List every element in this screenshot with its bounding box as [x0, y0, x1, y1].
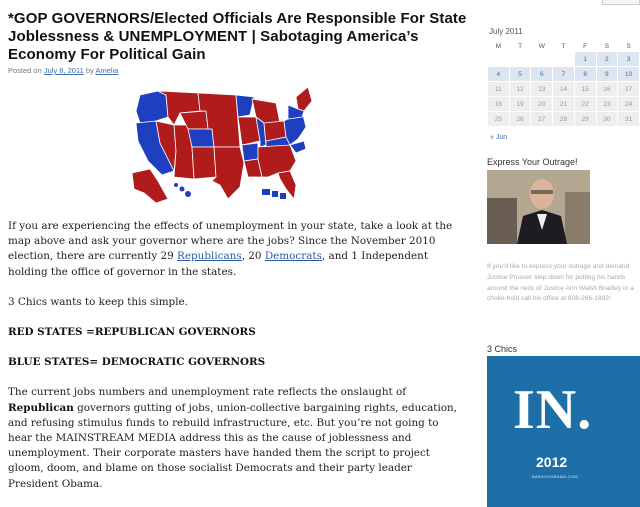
post-title[interactable]: *GOP GOVERNORS/Elected Officials Are Responsible For State Joblessness & UNEMPLOYMENT | Sabotaging America’s Economy For Political Gain: [8, 10, 467, 63]
map-region-colorado: [188, 129, 214, 147]
calendar-day: 20: [531, 97, 552, 111]
map-region-arkansas: [242, 143, 258, 161]
calendar-day-link[interactable]: 1: [575, 52, 596, 66]
us-map-graphic: [128, 81, 313, 206]
outrage-photo[interactable]: [487, 170, 590, 244]
calendar-day-link[interactable]: 4: [488, 67, 509, 81]
map-region-new-mexico: [192, 147, 216, 179]
calendar-day: 17: [618, 82, 639, 96]
map-inset-1: [262, 189, 270, 195]
paragraph-blue-states: BLUE STATES= DEMOCRATIC GOVERNORS: [8, 356, 266, 369]
outrage-widget-title: Express Your Outrage!: [487, 157, 578, 167]
calendar-day: 25: [488, 112, 509, 126]
calendar-weekday: S: [604, 42, 610, 50]
calendar-weekday-row: [488, 41, 639, 51]
republicans-link[interactable]: Republicans: [177, 250, 242, 263]
calendar-days: [488, 52, 639, 126]
photo-speaker-glasses: [531, 190, 553, 194]
calendar-day: 26: [510, 112, 531, 126]
sidebar: [482, 0, 640, 507]
map-region-texas: [212, 147, 244, 199]
post-author-link[interactable]: Amelia: [95, 66, 119, 75]
democrats-link[interactable]: Democrats: [264, 250, 322, 263]
calendar-day: 11: [488, 82, 509, 96]
paragraph-2: 3 Chics wants to keep this simple.: [8, 295, 188, 308]
calendar-day: 24: [618, 97, 639, 111]
map-region-minnesota: [236, 95, 254, 117]
calendar-day: 19: [510, 97, 531, 111]
obama-2012-banner[interactable]: [487, 356, 640, 507]
map-inset-2: [272, 191, 278, 197]
chics-widget-title: 3 Chics: [487, 344, 518, 354]
calendar-day: 15: [575, 82, 596, 96]
calendar-day: 16: [597, 82, 618, 96]
ad-url: BARACKOBAMA.COM: [532, 474, 578, 479]
post-body: [8, 219, 464, 492]
calendar-weekday: M: [495, 42, 502, 50]
map-region-hawaii-1: [174, 183, 178, 187]
photo-left-figure: [487, 198, 517, 244]
paragraph-1: If you are experiencing the effects of unemployment in your state, take a look at the map above and ask your governor where are the jobs? Since the November 2010 election, there are currently 29 Republicans, 20 Democrats, and 1 Independent holding the office of governor in the states.: [8, 220, 453, 278]
paragraph-5: The current jobs numbers and unemployment rate reflects the onslaught of Republican governors gutting of jobs, union-collective bargaining rights, education, and refusing stimulus funds to rebuild infrastructure, etc. But you’re not going to hear the MAINSTREAM MEDIA address this as the cause of joblessness and unemployment. Their corporate masters have handed them the script to project gloom, doom, and blame on those socialist Democrats and their party leader President Obama.: [8, 386, 458, 490]
calendar-empty-cell: [531, 52, 552, 66]
calendar-day: 30: [597, 112, 618, 126]
calendar-empty-cell: [510, 52, 531, 66]
calendar-week: [488, 112, 639, 126]
calendar-prev-month-link[interactable]: « Jun: [490, 134, 508, 141]
calendar-day: 22: [575, 97, 596, 111]
calendar-title: July 2011: [489, 27, 523, 36]
calendar-week: [488, 97, 639, 111]
calendar-weekday: T: [518, 42, 523, 50]
map-region-northwest: [136, 91, 168, 123]
post-meta: [8, 66, 470, 75]
calendar-day-link[interactable]: 7: [553, 67, 574, 81]
calendar-day: 31: [618, 112, 639, 126]
calendar-day-link[interactable]: 10: [618, 67, 639, 81]
calendar-empty-cell: [488, 52, 509, 66]
meta-by: by: [83, 66, 96, 75]
calendar-widget: [487, 40, 640, 127]
calendar-day-link[interactable]: 5: [510, 67, 531, 81]
calendar-day: 23: [597, 97, 618, 111]
post-date-link[interactable]: July 8, 2011: [43, 66, 84, 75]
calendar-day-link[interactable]: 3: [618, 52, 639, 66]
outrage-caption: If you'd like to express your outrage and demand Justice Prosser step down for putting his hands around the neck of Justice Ann Walsh Bradley in a choke-hold call his office at 608-266-1882!: [487, 263, 634, 303]
us-governors-map: [128, 81, 313, 206]
calendar-empty-cell: [553, 52, 574, 66]
justice-photo-image: [487, 170, 590, 244]
calendar-day-link[interactable]: 8: [575, 67, 596, 81]
calendar-weekday: W: [538, 42, 545, 50]
calendar-day-link[interactable]: 9: [597, 67, 618, 81]
map-region-hawaii-2: [180, 187, 185, 192]
ad-year: 2012: [536, 454, 568, 470]
calendar-week: [488, 52, 639, 66]
map-region-hawaii-3: [185, 191, 191, 197]
photo-right-figure: [565, 192, 590, 244]
calendar-week: [488, 82, 639, 96]
calendar-weekday: F: [583, 42, 588, 50]
calendar-day: 13: [531, 82, 552, 96]
calendar-day: 14: [553, 82, 574, 96]
calendar-weekday: S: [626, 42, 631, 50]
map-region-new-england: [296, 87, 312, 111]
calendar-weekday: T: [561, 42, 566, 50]
calendar-day: 21: [553, 97, 574, 111]
map-inset-3: [280, 193, 286, 199]
calendar-day: 18: [488, 97, 509, 111]
ad-headline: IN.: [513, 379, 593, 441]
calendar-week: [488, 67, 639, 81]
sidebar-search-box[interactable]: [602, 0, 640, 5]
calendar-day-link[interactable]: 6: [531, 67, 552, 81]
calendar-day: 12: [510, 82, 531, 96]
calendar-day: 27: [531, 112, 552, 126]
calendar-day: 29: [575, 112, 596, 126]
paragraph-red-states: RED STATES =REPUBLICAN GOVERNORS: [8, 326, 256, 339]
calendar-day: 28: [553, 112, 574, 126]
meta-prefix: Posted on: [8, 66, 44, 75]
calendar-day-link[interactable]: 2: [597, 52, 618, 66]
